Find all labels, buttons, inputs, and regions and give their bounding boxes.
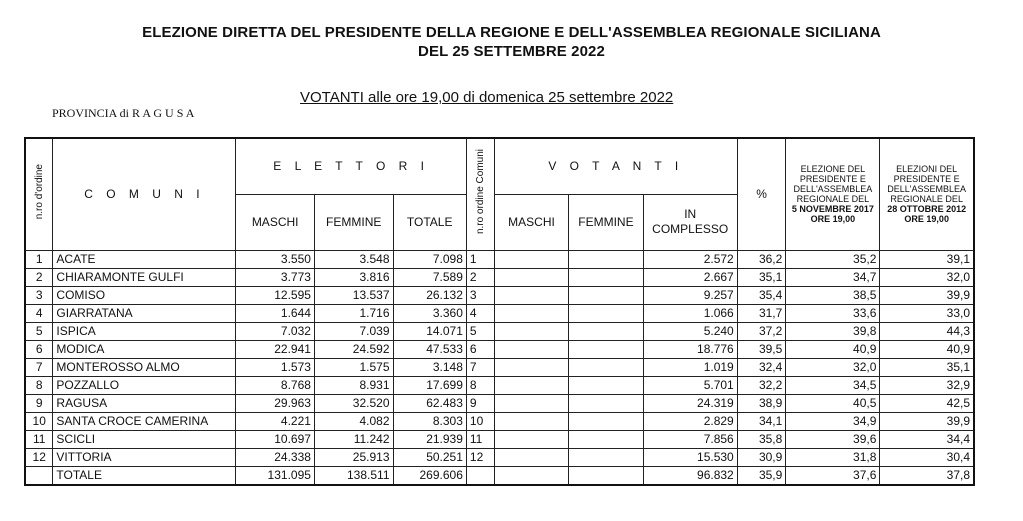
votanti-maschi [494, 322, 568, 340]
votanti-maschi [494, 412, 568, 430]
comune-number: 4 [466, 304, 494, 322]
header-nro-comuni: n.ro ordine Comuni [466, 138, 494, 250]
total-percent-2017: 37,6 [786, 466, 880, 485]
votanti-complesso: 1.019 [643, 358, 737, 376]
elettori-totale: 3.360 [393, 304, 466, 322]
row-number: 6 [25, 340, 53, 358]
table-row [25, 322, 974, 340]
elettori-maschi: 29.963 [236, 394, 315, 412]
percent-2022: 34,1 [737, 412, 786, 430]
comune-name: RAGUSA [53, 394, 236, 412]
votanti-complesso: 7.856 [643, 430, 737, 448]
elettori-maschi: 7.032 [236, 322, 315, 340]
percent-2017: 34,5 [786, 376, 880, 394]
elettori-totale: 47.533 [393, 340, 466, 358]
elettori-femmine: 7.039 [314, 322, 393, 340]
elettori-totale: 50.251 [393, 448, 466, 466]
percent-2017: 34,7 [786, 268, 880, 286]
total-row [25, 466, 974, 485]
votanti-maschi [494, 250, 568, 268]
comune-name: ISPICA [53, 322, 236, 340]
table-row [25, 448, 974, 466]
elettori-maschi: 1.573 [236, 358, 315, 376]
percent-2017: 34,9 [786, 412, 880, 430]
percent-2012: 39,1 [880, 250, 974, 268]
table-row [25, 304, 974, 322]
votanti-maschi [494, 340, 568, 358]
elettori-femmine: 13.537 [314, 286, 393, 304]
percent-2022: 35,8 [737, 430, 786, 448]
votanti-femmine [569, 250, 643, 268]
row-number: 2 [25, 268, 53, 286]
votanti-femmine [569, 376, 643, 394]
comune-name: ACATE [53, 250, 236, 268]
votanti-femmine [569, 430, 643, 448]
comune-name: GIARRATANA [53, 304, 236, 322]
document-title-line2: DEL 25 SETTEMBRE 2022 [418, 43, 605, 60]
row-number: 9 [25, 394, 53, 412]
total-maschi: 131.095 [236, 466, 315, 485]
header-2012: ELEZIONI DEL PRESIDENTE E DELL'ASSEMBLEA REGIONALE DEL 28 OTTOBRE 2012 ORE 19,00 [880, 138, 974, 250]
percent-2012: 30,4 [880, 448, 974, 466]
comune-number: 5 [466, 322, 494, 340]
row-number: 7 [25, 358, 53, 376]
percent-2012: 44,3 [880, 322, 974, 340]
comune-number: 7 [466, 358, 494, 376]
header-votanti: V O T A N T I [494, 138, 737, 194]
elettori-femmine: 1.716 [314, 304, 393, 322]
votanti-femmine [569, 448, 643, 466]
comune-name: MODICA [53, 340, 236, 358]
header-votanti-maschi: MASCHI [494, 194, 568, 250]
total-blank [494, 466, 568, 485]
elettori-maschi: 12.595 [236, 286, 315, 304]
comune-name: SCICLI [53, 430, 236, 448]
percent-2017: 32,0 [786, 358, 880, 376]
percent-2022: 30,9 [737, 448, 786, 466]
comune-number: 9 [466, 394, 494, 412]
elettori-femmine: 1.575 [314, 358, 393, 376]
votanti-complesso: 2.572 [643, 250, 737, 268]
elettori-femmine: 25.913 [314, 448, 393, 466]
elettori-totale: 17.699 [393, 376, 466, 394]
percent-2022: 32,4 [737, 358, 786, 376]
votanti-complesso: 18.776 [643, 340, 737, 358]
comune-number: 12 [466, 448, 494, 466]
votanti-femmine [569, 412, 643, 430]
votanti-complesso: 2.829 [643, 412, 737, 430]
percent-2017: 40,5 [786, 394, 880, 412]
votanti-maschi [494, 286, 568, 304]
table-row [25, 340, 974, 358]
comune-name: COMISO [53, 286, 236, 304]
percent-2017: 39,6 [786, 430, 880, 448]
subtitle: VOTANTI alle ore 19,00 di domenica 25 settembre 2022 [300, 89, 674, 106]
percent-2012: 32,0 [880, 268, 974, 286]
percent-2012: 34,4 [880, 430, 974, 448]
comune-name: POZZALLO [53, 376, 236, 394]
percent-2022: 32,2 [737, 376, 786, 394]
turnout-table [24, 137, 975, 486]
votanti-maschi [494, 430, 568, 448]
table-row [25, 430, 974, 448]
elettori-totale: 8.303 [393, 412, 466, 430]
header-nro-ordine: n.ro d'ordine [25, 138, 53, 250]
elettori-femmine: 24.592 [314, 340, 393, 358]
elettori-totale: 21.939 [393, 430, 466, 448]
elettori-maschi: 24.338 [236, 448, 315, 466]
percent-2017: 38,5 [786, 286, 880, 304]
comune-name: VITTORIA [53, 448, 236, 466]
votanti-complesso: 5.701 [643, 376, 737, 394]
percent-2017: 35,2 [786, 250, 880, 268]
header-percent: % [737, 138, 786, 250]
total-label: TOTALE [53, 466, 236, 485]
header-votanti-femmine: FEMMINE [569, 194, 643, 250]
comune-number: 1 [466, 250, 494, 268]
elettori-maschi: 10.697 [236, 430, 315, 448]
total-percent-2022: 35,9 [737, 466, 786, 485]
total-percent-2012: 37,8 [880, 466, 974, 485]
percent-2012: 33,0 [880, 304, 974, 322]
elettori-maschi: 22.941 [236, 340, 315, 358]
percent-2022: 39,5 [737, 340, 786, 358]
elettori-maschi: 3.550 [236, 250, 315, 268]
row-number: 11 [25, 430, 53, 448]
elettori-femmine: 4.082 [314, 412, 393, 430]
row-number: 4 [25, 304, 53, 322]
percent-2012: 42,5 [880, 394, 974, 412]
votanti-complesso: 24.319 [643, 394, 737, 412]
votanti-complesso: 9.257 [643, 286, 737, 304]
document-title-line1: ELEZIONE DIRETTA DEL PRESIDENTE DELLA REGIONE E DELL'ASSEMBLEA REGIONALE SICILIANA [142, 24, 881, 41]
table-row [25, 358, 974, 376]
comune-number: 11 [466, 430, 494, 448]
elettori-maschi: 1.644 [236, 304, 315, 322]
votanti-femmine [569, 268, 643, 286]
votanti-complesso: 2.667 [643, 268, 737, 286]
header-in-complesso: IN COMPLESSO [643, 194, 737, 250]
elettori-maschi: 3.773 [236, 268, 315, 286]
elettori-femmine: 11.242 [314, 430, 393, 448]
percent-2012: 39,9 [880, 412, 974, 430]
row-number: 8 [25, 376, 53, 394]
percent-2022: 37,2 [737, 322, 786, 340]
votanti-femmine [569, 286, 643, 304]
comune-number: 10 [466, 412, 494, 430]
comune-number: 6 [466, 340, 494, 358]
percent-2022: 38,9 [737, 394, 786, 412]
table-row [25, 268, 974, 286]
votanti-maschi [494, 268, 568, 286]
votanti-femmine [569, 394, 643, 412]
elettori-femmine: 32.520 [314, 394, 393, 412]
table-row [25, 286, 974, 304]
comune-name: SANTA CROCE CAMERINA [53, 412, 236, 430]
percent-2022: 36,2 [737, 250, 786, 268]
elettori-totale: 7.098 [393, 250, 466, 268]
votanti-femmine [569, 322, 643, 340]
votanti-femmine [569, 304, 643, 322]
total-votanti: 96.832 [643, 466, 737, 485]
row-number: 1 [25, 250, 53, 268]
percent-2017: 31,8 [786, 448, 880, 466]
votanti-maschi [494, 448, 568, 466]
votanti-femmine [569, 358, 643, 376]
header-maschi: MASCHI [236, 194, 315, 250]
elettori-maschi: 8.768 [236, 376, 315, 394]
header-femmine: FEMMINE [314, 194, 393, 250]
percent-2017: 40,9 [786, 340, 880, 358]
header-totale: TOTALE [393, 194, 466, 250]
votanti-complesso: 1.066 [643, 304, 737, 322]
header-comuni: C O M U N I [53, 138, 236, 250]
votanti-maschi [494, 304, 568, 322]
percent-2012: 39,9 [880, 286, 974, 304]
elettori-totale: 26.132 [393, 286, 466, 304]
elettori-totale: 14.071 [393, 322, 466, 340]
row-number: 3 [25, 286, 53, 304]
elettori-femmine: 3.816 [314, 268, 393, 286]
votanti-maschi [494, 394, 568, 412]
elettori-totale: 62.483 [393, 394, 466, 412]
table-row [25, 412, 974, 430]
elettori-maschi: 4.221 [236, 412, 315, 430]
votanti-complesso: 5.240 [643, 322, 737, 340]
comune-number: 3 [466, 286, 494, 304]
percent-2022: 35,1 [737, 268, 786, 286]
row-number: 12 [25, 448, 53, 466]
total-totale: 269.606 [393, 466, 466, 485]
elettori-totale: 3.148 [393, 358, 466, 376]
votanti-maschi [494, 376, 568, 394]
row-number: 10 [25, 412, 53, 430]
total-femmine: 138.511 [314, 466, 393, 485]
comune-number: 8 [466, 376, 494, 394]
votanti-femmine [569, 340, 643, 358]
table-row [25, 394, 974, 412]
votanti-maschi [494, 358, 568, 376]
total-blank [25, 466, 53, 485]
percent-2017: 39,8 [786, 322, 880, 340]
table-body [25, 250, 974, 485]
comune-name: CHIARAMONTE GULFI [53, 268, 236, 286]
header-elettori: E L E T T O R I [236, 138, 467, 194]
percent-2017: 33,6 [786, 304, 880, 322]
comune-name: MONTEROSSO ALMO [53, 358, 236, 376]
total-blank [569, 466, 643, 485]
percent-2012: 35,1 [880, 358, 974, 376]
elettori-femmine: 3.548 [314, 250, 393, 268]
total-blank [466, 466, 494, 485]
percent-2012: 32,9 [880, 376, 974, 394]
row-number: 5 [25, 322, 53, 340]
province-label: PROVINCIA di R A G U S A [52, 106, 195, 120]
percent-2022: 31,7 [737, 304, 786, 322]
percent-2012: 40,9 [880, 340, 974, 358]
elettori-femmine: 8.931 [314, 376, 393, 394]
percent-2022: 35,4 [737, 286, 786, 304]
header-2017: ELEZIONE DEL PRESIDENTE E DELL'ASSEMBLEA REGIONALE DEL 5 NOVEMBRE 2017 ORE 19,00 [786, 138, 880, 250]
table-row [25, 250, 974, 268]
elettori-totale: 7.589 [393, 268, 466, 286]
table-row [25, 376, 974, 394]
comune-number: 2 [466, 268, 494, 286]
votanti-complesso: 15.530 [643, 448, 737, 466]
